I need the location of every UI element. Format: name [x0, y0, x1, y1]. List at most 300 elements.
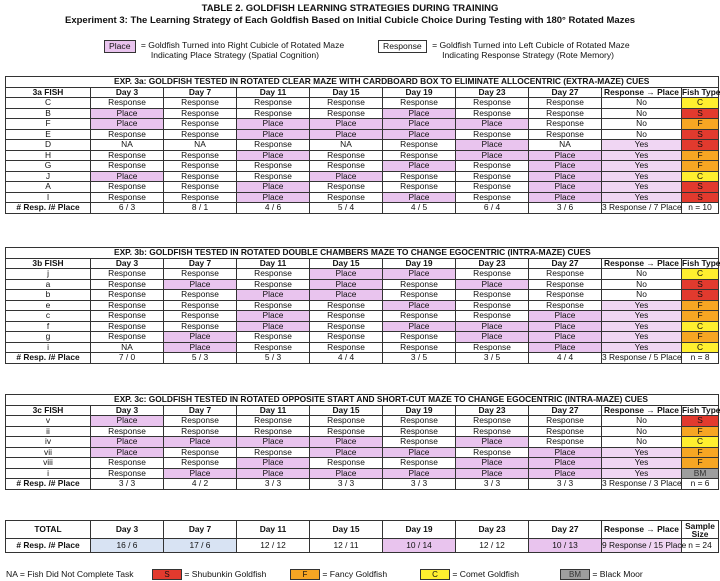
total-cell: 3 / 3 [456, 479, 529, 490]
day-result: Place [91, 119, 164, 130]
day-result: Place [237, 119, 310, 130]
day-result: Place [383, 129, 456, 140]
day-result: Response [237, 279, 310, 290]
response-to-place: Yes [602, 342, 682, 353]
day-result: Response [529, 300, 602, 311]
total-cell: 5 / 3 [237, 353, 310, 364]
day-result: Response [310, 342, 383, 353]
exp3c-totals-rp: 3 Response / 3 Place [602, 478, 682, 489]
day-result: Place [456, 437, 529, 448]
day-result: Response [237, 140, 310, 151]
exp3b-col-header: Response → Place [602, 258, 682, 269]
day-result: Response [456, 311, 529, 322]
fish-type-badge: S [682, 108, 719, 119]
shubunkin-swatch: S [152, 569, 182, 580]
table-row [6, 171, 719, 182]
day-result: Response [164, 447, 237, 458]
fish-type-badge: S [682, 192, 719, 203]
day-result: Response [383, 98, 456, 109]
exp3a-col-header: Day 7 [164, 87, 237, 98]
day-result: Response [456, 269, 529, 280]
day-result: Place [383, 321, 456, 332]
day-result: Response [164, 161, 237, 172]
day-result: Place [237, 150, 310, 161]
day-result: NA [91, 342, 164, 353]
day-result: Response [529, 108, 602, 119]
table-row [6, 416, 719, 427]
legend-place [104, 40, 344, 60]
day-result: Response [164, 108, 237, 119]
place-swatch: Place [104, 40, 136, 53]
day-result: Response [91, 192, 164, 203]
fish-id: b [6, 290, 91, 301]
day-result: Response [456, 300, 529, 311]
fish-id: e [6, 300, 91, 311]
total-col-day19: Day 19 [383, 521, 456, 539]
footer-black-moor [560, 569, 643, 580]
day-result: Place [529, 332, 602, 343]
exp3c-totals-n: n = 6 [682, 479, 719, 490]
day-result: Place [456, 332, 529, 343]
day-result: Place [164, 342, 237, 353]
day-result: Place [529, 342, 602, 353]
exp3c-col-header: Day 11 [237, 405, 310, 416]
day-result: Response [383, 150, 456, 161]
day-result: Response [310, 150, 383, 161]
fish-id: iv [6, 437, 91, 448]
response-to-place: No [602, 426, 682, 437]
day-result: Place [91, 416, 164, 427]
response-to-place: Yes [602, 300, 682, 311]
fish-type-badge: C [682, 437, 719, 448]
day-result: Place [310, 468, 383, 479]
day-result: Response [310, 108, 383, 119]
day-result: Response [164, 426, 237, 437]
day-result: Response [164, 321, 237, 332]
fish-type-badge: BM [682, 468, 719, 479]
comet-desc: = Comet Goldfish [452, 569, 520, 579]
fish-type-badge: C [682, 342, 719, 353]
day-result: Response [237, 342, 310, 353]
table-row [6, 437, 719, 448]
table-row [6, 468, 719, 479]
day-result: Response [310, 332, 383, 343]
day-result: Place [237, 437, 310, 448]
total-day15: 12 / 11 [310, 539, 383, 553]
total-cell: 7 / 0 [91, 353, 164, 364]
exp3c-fish-header: 3c FISH [6, 405, 91, 416]
day-result: Response [383, 290, 456, 301]
day-result: Place [164, 437, 237, 448]
day-result: Response [456, 161, 529, 172]
day-result: Response [310, 192, 383, 203]
day-result: Place [310, 119, 383, 130]
response-to-place: Yes [602, 192, 682, 203]
response-to-place: Yes [602, 182, 682, 193]
fish-type-badge: F [682, 161, 719, 172]
day-result: NA [91, 140, 164, 151]
table-row [6, 447, 719, 458]
day-result: Response [164, 129, 237, 140]
day-result: Response [91, 150, 164, 161]
place-desc-2: Indicating Place Strategy (Spatial Cognition) [150, 50, 320, 60]
day-result: Response [456, 171, 529, 182]
day-result: Response [91, 458, 164, 469]
fish-id: G [6, 161, 91, 172]
fancy-swatch: F [290, 569, 320, 580]
day-result: Response [91, 279, 164, 290]
day-result: Response [164, 290, 237, 301]
total-cell: 3 / 3 [383, 479, 456, 490]
day-result: Response [529, 279, 602, 290]
day-result: Response [310, 98, 383, 109]
day-result: Place [383, 161, 456, 172]
fish-id: J [6, 171, 91, 182]
fish-id: vii [6, 447, 91, 458]
day-result: Place [383, 269, 456, 280]
day-result: Response [529, 426, 602, 437]
table-row [6, 182, 719, 193]
day-result: Response [164, 119, 237, 130]
exp3b-totals-label: # Resp. /# Place [6, 353, 91, 364]
table-row [6, 269, 719, 280]
day-result: Response [91, 311, 164, 322]
exp3c-table [5, 394, 719, 490]
exp3b-col-header: Fish Type [682, 257, 720, 268]
day-result: Place [310, 129, 383, 140]
legend-response [378, 40, 630, 60]
day-result: Response [237, 98, 310, 109]
day-result: Response [91, 161, 164, 172]
day-result: Place [456, 458, 529, 469]
day-result: NA [310, 140, 383, 151]
day-result: Response [383, 332, 456, 343]
day-result: Place [529, 468, 602, 479]
day-result: Place [529, 311, 602, 322]
day-result: Response [237, 447, 310, 458]
exp3b-col-header: Day 15 [310, 258, 383, 269]
table-row [6, 119, 719, 130]
table-row [6, 161, 719, 172]
total-label: TOTAL [6, 521, 91, 539]
fish-type-badge: F [682, 311, 719, 322]
total-table [5, 520, 719, 553]
fish-id: D [6, 140, 91, 151]
day-result: Place [456, 468, 529, 479]
day-result: Response [91, 290, 164, 301]
total-cell: 5 / 4 [310, 203, 383, 214]
day-result: Place [237, 321, 310, 332]
footer-fancy [290, 569, 387, 580]
exp3c-heading: EXP. 3c: GOLDFISH TESTED IN ROTATED OPPOSITE START AND SHORT-CUT MAZE TO CHANGE EGOCENTRIC (INTRA-MAZE) CUES [6, 395, 719, 406]
response-to-place: No [602, 269, 682, 280]
day-result: Response [456, 342, 529, 353]
black-moor-swatch: BM [560, 569, 590, 580]
exp3b-col-header: Day 7 [164, 258, 237, 269]
day-result: Response [383, 342, 456, 353]
fish-type-badge: F [682, 458, 719, 469]
table-row [6, 311, 719, 322]
fish-id: I [6, 192, 91, 203]
day-result: Place [456, 119, 529, 130]
exp3b-col-header: Day 23 [456, 258, 529, 269]
day-result: Place [529, 192, 602, 203]
total-cell: 3 / 5 [456, 353, 529, 364]
day-result: Response [237, 426, 310, 437]
table-row [6, 321, 719, 332]
fish-type-badge: S [682, 290, 719, 301]
day-result: Place [164, 468, 237, 479]
day-result: Response [383, 426, 456, 437]
response-to-place: No [602, 108, 682, 119]
day-result: Place [91, 171, 164, 182]
response-to-place: No [602, 119, 682, 130]
fish-id: viii [6, 458, 91, 469]
fancy-desc: = Fancy Goldfish [322, 569, 388, 579]
day-result: Response [164, 269, 237, 280]
day-result: Place [310, 279, 383, 290]
exp3a-totals-n: n = 10 [682, 203, 719, 214]
day-result: Response [91, 426, 164, 437]
total-cell: 3 / 3 [310, 479, 383, 490]
black-moor-desc: = Black Moor [592, 569, 643, 579]
response-to-place: No [602, 98, 682, 109]
day-result: Place [529, 182, 602, 193]
exp3a-heading: EXP. 3a: GOLDFISH TESTED IN ROTATED CLEAR MAZE WITH CARDBOARD BOX TO ELIMINATE ALLOCENTRIC (EXTRA-MAZE) CUES [6, 77, 719, 88]
day-result: Response [456, 426, 529, 437]
exp3b-col-header: Day 27 [529, 258, 602, 269]
day-result: Place [310, 447, 383, 458]
day-result: Response [237, 108, 310, 119]
fish-type-badge: S [682, 129, 719, 140]
day-result: Response [456, 108, 529, 119]
response-to-place: No [602, 416, 682, 427]
exp3c-totals-label: # Resp. /# Place [6, 479, 91, 490]
day-result: Place [529, 458, 602, 469]
response-to-place: Yes [602, 171, 682, 182]
day-result: Response [164, 171, 237, 182]
exp3a-table [5, 76, 719, 214]
fish-id: E [6, 129, 91, 140]
table-row [6, 300, 719, 311]
total-cell: 6 / 4 [456, 203, 529, 214]
table-title: TABLE 2. GOLDFISH LEARNING STRATEGIES DURING TRAINING [201, 3, 499, 14]
exp3b-col-header: Day 11 [237, 258, 310, 269]
place-desc-1: = Goldfish Turned into Right Cubicle of Rotated Maze [140, 40, 345, 50]
exp3c-col-header: Day 27 [529, 405, 602, 416]
exp3a-totals-label: # Resp. /# Place [6, 203, 91, 214]
response-to-place: Yes [602, 150, 682, 161]
day-result: Place [164, 332, 237, 343]
response-to-place: No [602, 279, 682, 290]
day-result: Place [383, 300, 456, 311]
day-result: Place [237, 290, 310, 301]
response-to-place: Yes [602, 447, 682, 458]
day-result: Response [529, 437, 602, 448]
day-result: Response [383, 437, 456, 448]
day-result: Response [164, 98, 237, 109]
fish-type-badge: C [682, 98, 719, 109]
day-result: Place [456, 150, 529, 161]
fish-id: B [6, 108, 91, 119]
day-result: Response [91, 300, 164, 311]
fish-type-badge: F [682, 332, 719, 343]
day-result: Place [91, 437, 164, 448]
day-result: Response [383, 171, 456, 182]
footer-comet [420, 569, 519, 580]
total-cell: 4 / 6 [237, 203, 310, 214]
total-day7: 17 / 6 [164, 539, 237, 553]
total-day23: 12 / 12 [456, 539, 529, 553]
fish-id: j [6, 269, 91, 280]
fish-id: F [6, 119, 91, 130]
fish-type-badge: F [682, 150, 719, 161]
day-result: Place [164, 279, 237, 290]
day-result: Response [310, 458, 383, 469]
day-result: Response [237, 161, 310, 172]
total-col-day27: Day 27 [529, 521, 602, 539]
day-result: Response [310, 416, 383, 427]
day-result: Response [456, 290, 529, 301]
total-cell: 3 / 3 [529, 479, 602, 490]
day-result: Place [383, 119, 456, 130]
fish-type-badge: F [682, 426, 719, 437]
exp3c-col-header: Fish Type [682, 404, 720, 415]
day-result: Response [237, 171, 310, 182]
day-result: Response [310, 161, 383, 172]
day-result: Place [383, 192, 456, 203]
day-result: Place [383, 468, 456, 479]
total-cell: 4 / 5 [383, 203, 456, 214]
fish-type-badge: F [682, 300, 719, 311]
day-result: Place [310, 437, 383, 448]
exp3b-heading: EXP. 3b: GOLDFISH TESTED IN ROTATED DOUBLE CHAMBERS MAZE TO CHANGE EGOCENTRIC (INTRA-MAZE) CUES [6, 248, 719, 259]
day-result: Response [310, 311, 383, 322]
day-result: Place [529, 447, 602, 458]
day-result: Place [237, 458, 310, 469]
footer-na: NA = Fish Did Not Complete Task [6, 569, 134, 579]
fish-id: H [6, 150, 91, 161]
totals-row [6, 479, 719, 490]
totals-row [6, 203, 719, 214]
day-result: Response [529, 119, 602, 130]
total-day19: 10 / 14 [383, 539, 456, 553]
day-result: Response [91, 129, 164, 140]
table-row [6, 279, 719, 290]
day-result: Place [529, 171, 602, 182]
table-row [6, 458, 719, 469]
exp3a-totals-rp: 3 Response / 7 Place [602, 202, 682, 213]
day-result: Place [383, 108, 456, 119]
day-result: Response [237, 300, 310, 311]
day-result: Response [529, 290, 602, 301]
day-result: Place [383, 447, 456, 458]
response-desc-1: = Goldfish Turned into Left Cubicle of Rotated Maze [432, 40, 630, 50]
day-result: Response [383, 182, 456, 193]
total-rp: 9 Response / 15 Place [602, 539, 682, 553]
day-result: Response [237, 332, 310, 343]
day-result: Response [310, 321, 383, 332]
total-cell: 4 / 2 [164, 479, 237, 490]
day-result: Response [310, 300, 383, 311]
day-result: Place [529, 150, 602, 161]
day-result: Response [383, 140, 456, 151]
total-cell: 3 / 3 [91, 479, 164, 490]
table-row [6, 192, 719, 203]
day-result: Response [456, 416, 529, 427]
total-col-day23: Day 23 [456, 521, 529, 539]
day-result: Place [237, 129, 310, 140]
total-cell: 5 / 3 [164, 353, 237, 364]
comet-swatch: C [420, 569, 450, 580]
exp3a-col-header: Day 19 [383, 87, 456, 98]
day-result: Place [456, 140, 529, 151]
table-row [6, 342, 719, 353]
response-swatch: Response [378, 40, 427, 53]
day-result: Response [91, 332, 164, 343]
response-to-place: Yes [602, 311, 682, 322]
day-result: Response [456, 182, 529, 193]
day-result: Place [310, 171, 383, 182]
response-to-place: Yes [602, 140, 682, 151]
fish-type-badge: S [682, 279, 719, 290]
table-row [6, 290, 719, 301]
response-to-place: No [602, 290, 682, 301]
day-result: Response [529, 416, 602, 427]
day-result: Place [456, 279, 529, 290]
fish-id: i [6, 468, 91, 479]
day-result: Response [456, 129, 529, 140]
fish-type-badge: C [682, 269, 719, 280]
day-result: Response [164, 192, 237, 203]
day-result: Place [237, 182, 310, 193]
exp3a-col-header: Day 23 [456, 87, 529, 98]
day-result: Place [310, 269, 383, 280]
fish-id: v [6, 416, 91, 427]
total-cell: 8 / 1 [164, 203, 237, 214]
fish-type-badge: S [682, 182, 719, 193]
total-col-day11: Day 11 [237, 521, 310, 539]
total-cell: 4 / 4 [310, 353, 383, 364]
table-row [6, 332, 719, 343]
total-cell: 3 / 3 [237, 479, 310, 490]
day-result: Response [164, 458, 237, 469]
total-sample-size: Sample Size [682, 521, 719, 539]
response-desc-2: Indicating Response Strategy (Rote Memory) [442, 50, 615, 60]
response-to-place: Yes [602, 458, 682, 469]
fish-type-badge: C [682, 171, 719, 182]
day-result: Response [91, 321, 164, 332]
fish-id: c [6, 311, 91, 322]
exp3b-totals-rp: 3 Response / 5 Place [602, 352, 682, 363]
day-result: Place [310, 290, 383, 301]
day-result: Response [310, 426, 383, 437]
day-result: Response [383, 279, 456, 290]
day-result: Place [456, 321, 529, 332]
footer-shubunkin [152, 569, 266, 580]
exp3a-col-header: Response → Place [602, 87, 682, 98]
fish-type-badge: F [682, 119, 719, 130]
day-result: Place [237, 311, 310, 322]
fish-type-badge: F [682, 447, 719, 458]
total-cell: 6 / 3 [91, 203, 164, 214]
response-to-place: Yes [602, 321, 682, 332]
total-col-day15: Day 15 [310, 521, 383, 539]
day-result: Response [456, 192, 529, 203]
day-result: Place [237, 468, 310, 479]
day-result: Response [164, 311, 237, 322]
shubunkin-desc: = Shubunkin Goldfish [184, 569, 267, 579]
